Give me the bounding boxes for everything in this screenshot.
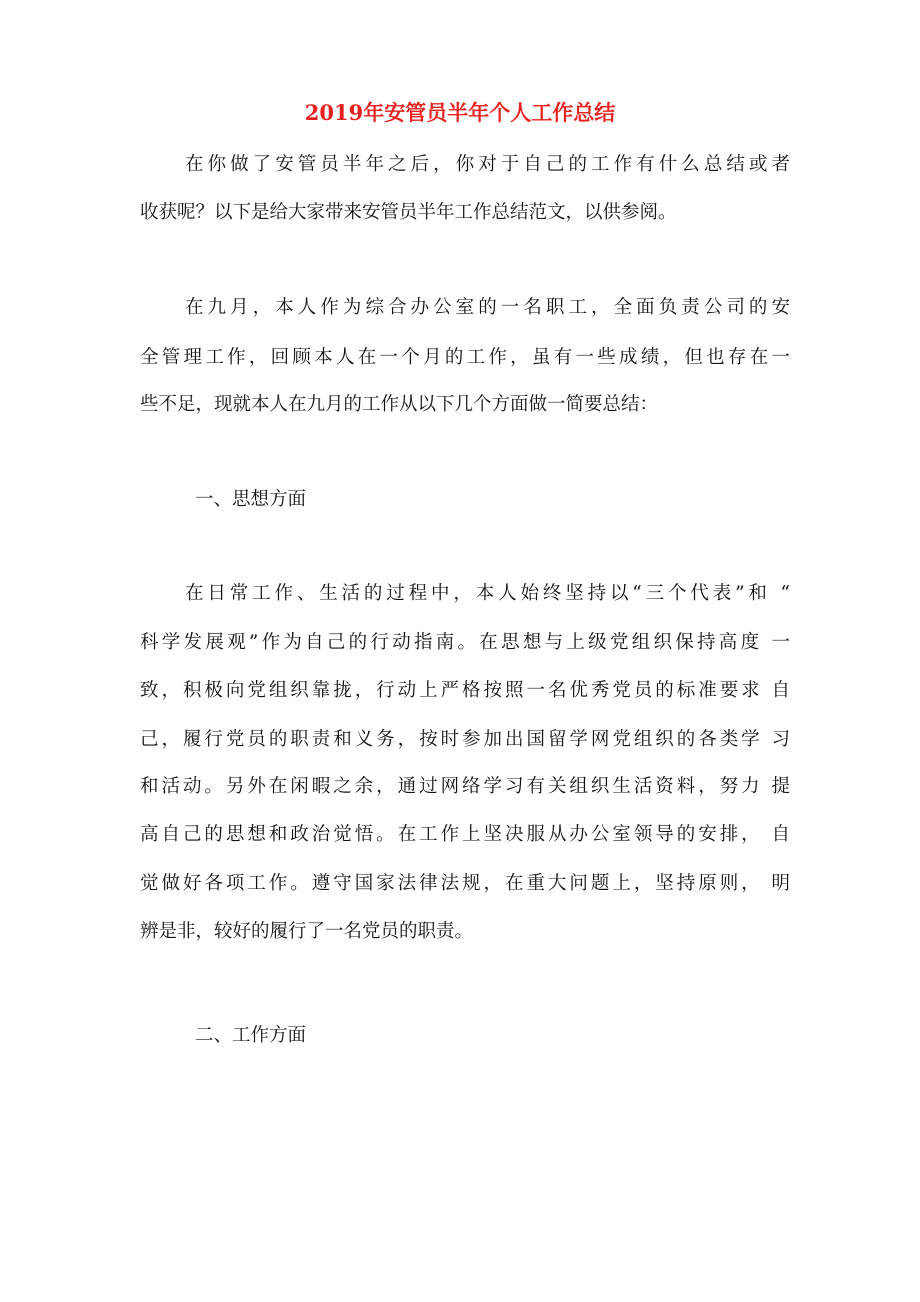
- para1-line-3: 些不足，现就本人在九月的工作从以下几个方面做一简要总结：: [140, 394, 659, 415]
- para1-line-1: 在九月，本人作为综合办公室的一名职工，全面负责公司的安: [185, 297, 790, 318]
- para1-line-2: 全管理工作，回顾本人在一个月的工作，虽有一些成绩，但也存在一: [140, 347, 790, 368]
- para2-line-8: 辨是非，较好的履行了一名党员的职责。: [140, 921, 474, 942]
- para2-line-1: 在日常工作、生活的过程中，本人始终坚持以“三个代表”和 “: [185, 583, 790, 604]
- para2-line-2: 科学发展观”作为自己的行动指南。在思想与上级党组织保持高度 一: [140, 632, 790, 653]
- para2-line-5: 和活动。另外在闲暇之余，通过网络学习有关组织生活资料，努力 提: [140, 776, 790, 797]
- intro-line-2: 收获呢？以下是给大家带来安管员半年工作总结范文，以供参阅。: [140, 202, 677, 223]
- intro-line-1: 在你做了安管员半年之后，你对于自己的工作有什么总结或者: [185, 154, 790, 175]
- para2-line-6: 高自己的思想和政治觉悟。在工作上坚决服从办公室领导的安排， 自: [140, 824, 790, 845]
- section-heading-work: 二、工作方面: [195, 1025, 307, 1046]
- para2-line-3: 致，积极向党组织靠拢，行动上严格按照一名优秀党员的标准要求 自: [140, 680, 790, 701]
- section-heading-thought: 一、思想方面: [195, 489, 307, 510]
- para2-line-7: 觉做好各项工作。遵守国家法律法规，在重大问题上，坚持原则， 明: [140, 873, 790, 894]
- document-title: 2019年安管员半年个人工作总结: [304, 100, 616, 125]
- para2-line-4: 己，履行党员的职责和义务，按时参加出国留学网党组织的各类学 习: [140, 729, 790, 750]
